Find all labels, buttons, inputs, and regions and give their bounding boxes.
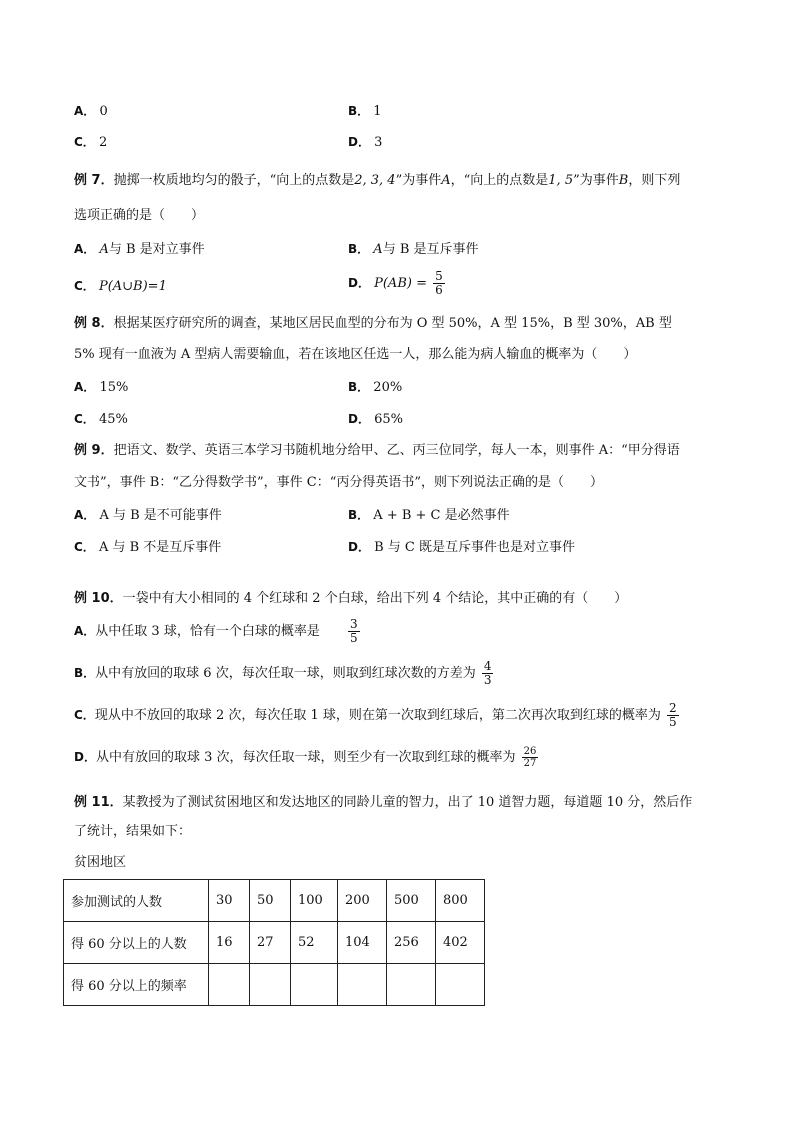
ex9-option-d-text: B 与 C 既是互斥事件也是对立事件 <box>374 540 576 555</box>
ex7-option-a-text: 与 B 是对立事件 <box>108 242 205 257</box>
table-cell: 16 <box>209 922 250 964</box>
ex9-option-c-label: C． <box>74 540 95 554</box>
ex7-option-c-text: P(A∪B)=1 <box>98 279 167 294</box>
ex9-option-a <box>74 506 222 525</box>
ex7-option-a <box>74 240 205 259</box>
table-row-header: 得 60 分以上的频率 <box>64 964 209 1006</box>
fraction-denominator: 3 <box>483 673 492 687</box>
ex8-option-b-label: B． <box>348 380 370 394</box>
ex9-option-d-label: D． <box>348 540 370 554</box>
fraction-numerator: 5 <box>435 269 443 283</box>
q6-option-a-label: A． <box>74 104 96 118</box>
ex7-var-b: B <box>618 173 629 188</box>
ex10-option-a-fraction <box>348 618 360 645</box>
ex9-option-b-label: B． <box>348 508 370 522</box>
table-cell: 52 <box>291 922 338 964</box>
fraction-denominator: 6 <box>435 283 443 297</box>
ex7-text-b: ”为事件 <box>395 173 442 188</box>
table-cell <box>338 964 387 1006</box>
ex8-option-d <box>348 410 403 429</box>
ex8-option-a-label: A． <box>74 380 96 394</box>
ex7-text-e: ，则下列 <box>628 173 681 188</box>
ex7-label: 例 7． <box>74 173 114 188</box>
ex11-line2: 了统计，结果如下： <box>74 824 192 839</box>
q6-option-a <box>74 102 108 121</box>
table-cell <box>436 964 485 1006</box>
ex7-option-d-label: D． <box>348 276 370 290</box>
ex9-option-a-label: A． <box>74 508 96 522</box>
table-cell: 800 <box>436 880 485 922</box>
table-cell <box>209 964 250 1006</box>
table-cell: 402 <box>436 922 485 964</box>
ex7-option-b <box>348 240 479 259</box>
table-row <box>64 964 485 1006</box>
ex8-option-d-text: 65% <box>374 412 404 427</box>
fraction-denominator: 5 <box>669 715 677 729</box>
ex9-label: 例 9． <box>74 443 114 458</box>
q6-option-c-label: C． <box>74 135 95 149</box>
ex11-label: 例 11． <box>74 795 123 810</box>
ex10-text-1: 一袋中有大小相同的 4 个红球和 2 个白球，给出下列 4 个结论，其中正确的有（ ） <box>122 591 628 606</box>
ex10-option-d-text: 从中有放回的取球 3 次，每次任取一球，则至少有一次取到红球的概率为 <box>95 750 516 765</box>
ex8-option-b-text: 20% <box>373 380 403 395</box>
table-row <box>64 880 485 922</box>
table-cell: 200 <box>338 880 387 922</box>
q6-option-c <box>74 133 107 152</box>
q6-option-a-text: 0 <box>99 104 108 119</box>
table-row-header: 得 60 分以上的人数 <box>64 922 209 964</box>
ex10-option-c <box>74 702 681 729</box>
ex10-option-a <box>74 618 362 645</box>
fraction-numerator: 4 <box>483 659 492 673</box>
q6-option-d <box>348 133 382 152</box>
ex10-option-d <box>74 746 540 769</box>
table-cell <box>291 964 338 1006</box>
ex9-option-a-text: A 与 B 是不可能事件 <box>99 508 222 523</box>
ex9-option-b <box>348 506 510 525</box>
ex10-option-c-label: C． <box>74 708 95 722</box>
ex7-option-c <box>74 277 167 296</box>
q6-option-d-text: 3 <box>374 135 383 150</box>
fraction-numerator: 26 <box>523 746 537 757</box>
ex9-line1 <box>74 442 680 460</box>
ex8-option-b <box>348 378 402 397</box>
ex10-option-a-text: 从中任取 3 球，恰有一个白球的概率是 <box>95 624 320 639</box>
ex10-option-b-text: 从中有放回的取球 6 次，每次任取一球，则取到红球次数的方差为 <box>95 666 476 681</box>
table-cell: 256 <box>387 922 436 964</box>
ex7-text-c: ，“向上的点数是 <box>450 173 549 188</box>
table-cell: 104 <box>338 922 387 964</box>
q6-option-c-text: 2 <box>98 135 108 150</box>
ex7-option-b-text: 与 B 是互斥事件 <box>382 242 479 257</box>
ex10-option-d-label: D． <box>74 750 96 764</box>
ex7-set2: 1, 5 <box>548 173 574 188</box>
ex7-set1: 2, 3, 4 <box>354 173 396 188</box>
table-cell <box>387 964 436 1006</box>
table-cell: 50 <box>250 880 291 922</box>
table-cell <box>250 964 291 1006</box>
ex8-label: 例 8． <box>74 316 114 331</box>
ex8-text-1: 根据某医疗研究所的调查，某地区居民血型的分布为 O 型 50%，A 型 15%，B 型 30%，AB 型 <box>113 316 672 331</box>
table-cell: 30 <box>209 880 250 922</box>
ex7-var-a: A <box>441 173 451 188</box>
ex8-line1 <box>74 315 672 333</box>
ex10-option-b-fraction <box>482 660 494 687</box>
ex9-option-c-text: A 与 B 不是互斥事件 <box>98 540 222 555</box>
ex10-option-a-label: A． <box>74 624 96 638</box>
ex7-line1 <box>74 172 680 190</box>
ex11-text-1: 某教授为了测试贫困地区和发达地区的同龄儿童的智力，出了 10 道智力题，每道题 10 分，然后作 <box>122 795 693 810</box>
ex9-option-b-text: A + B + C 是必然事件 <box>373 508 510 523</box>
q6-option-b-text: 1 <box>373 104 382 119</box>
ex8-option-c <box>74 410 128 429</box>
ex7-text-a: 抛掷一枚质地均匀的骰子，“向上的点数是 <box>113 173 355 188</box>
ex7-option-d <box>348 270 447 297</box>
ex10-option-b-label: B． <box>74 666 96 680</box>
ex8-option-d-label: D． <box>348 412 370 426</box>
ex9-line2: 文书”，事件 B：“乙分得数学书”，事件 C：“丙分得英语书”，则下列说法正确的是（ ） <box>74 475 603 490</box>
ex10-option-c-fraction <box>667 702 679 729</box>
ex7-option-d-text: P(AB) = <box>374 276 427 291</box>
fraction-denominator: 27 <box>523 758 537 769</box>
q6-option-b <box>348 102 382 121</box>
ex9-option-c <box>74 538 221 557</box>
ex11-line1 <box>74 794 692 812</box>
q6-option-b-label: B． <box>348 104 370 118</box>
ex7-text-d: ”为事件 <box>573 173 619 188</box>
ex7-option-c-label: C． <box>74 279 95 293</box>
table-row <box>64 922 485 964</box>
ex10-label: 例 10． <box>74 591 123 606</box>
q6-option-d-label: D． <box>348 135 370 149</box>
ex7-option-b-var: A <box>373 242 383 257</box>
ex7-line2: 选项正确的是（ ） <box>74 208 205 223</box>
ex8-option-c-text: 45% <box>98 412 128 427</box>
ex9-text-1: 把语文、数学、英语三本学习书随机地分给甲、乙、丙三位同学，每人一本，则事件 A：“甲分得语 <box>113 443 680 458</box>
ex10-option-c-text: 现从中不放回的取球 2 次，每次任取 1 球，则在第一次取到红球后，第二次再次取到红球的概率为 <box>94 708 661 723</box>
ex8-option-a <box>74 378 128 397</box>
fraction-denominator: 5 <box>349 631 358 645</box>
ex7-option-a-var: A <box>99 242 109 257</box>
table-row-header: 参加测试的人数 <box>64 880 209 922</box>
ex10-line1 <box>74 590 627 608</box>
ex7-option-b-label: B． <box>348 242 370 256</box>
ex10-option-b <box>74 660 495 687</box>
data-table <box>63 879 485 1006</box>
ex11-region-title: 贫困地区 <box>74 855 127 870</box>
table-cell: 100 <box>291 880 338 922</box>
ex8-line2: 5% 现有一血液为 A 型病人需要输血，若在该地区任选一人，那么能为病人输血的概率为（ ） <box>74 347 637 362</box>
ex10-option-d-fraction <box>522 746 539 769</box>
ex8-option-c-label: C． <box>74 412 95 426</box>
ex7-option-d-fraction <box>433 270 445 297</box>
table-cell: 500 <box>387 880 436 922</box>
ex9-option-d <box>348 538 575 557</box>
ex7-option-a-label: A． <box>74 242 96 256</box>
fraction-numerator: 3 <box>349 617 358 631</box>
fraction-numerator: 2 <box>669 701 677 715</box>
ex8-option-a-text: 15% <box>99 380 129 395</box>
table-cell: 27 <box>250 922 291 964</box>
